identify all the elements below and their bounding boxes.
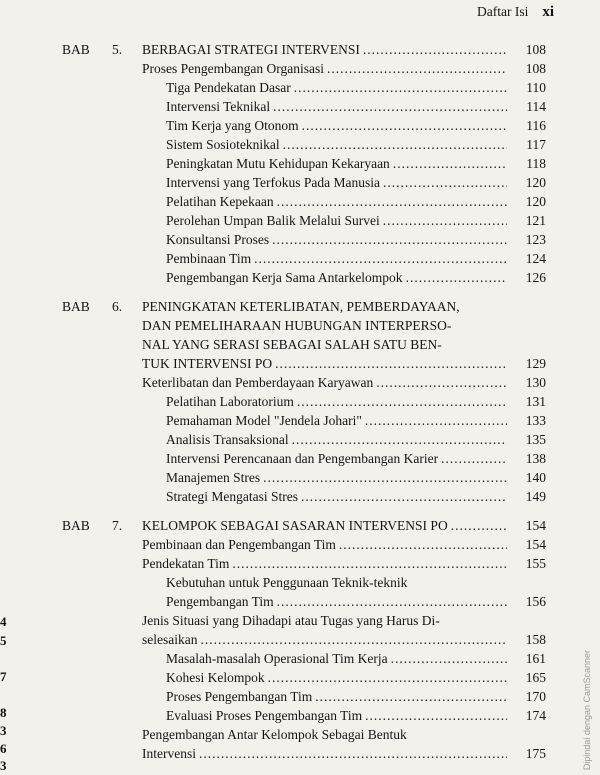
toc-entry: Perolehan Umpan Balik Melalui Survei ..... 121 — [0, 211, 600, 230]
running-title: Daftar Isi — [476, 4, 529, 19]
toc-entry: Pemahaman Model "Jendela Johari" ..... 133 — [0, 411, 600, 430]
toc-entry: Masalah-masalah Operasional Tim Kerja ..... 161 — [0, 649, 600, 668]
chapter-row — [0, 40, 600, 59]
toc-entry: Pelatihan Kepekaan ..... 120 — [0, 192, 600, 211]
toc-entry: Proses Pengembangan Tim ..... 170 — [0, 687, 600, 706]
chapter-title-continuation: TUK INTERVENSI PO ..... 129 — [0, 354, 600, 373]
toc-entry: Pengembangan Antar Kelompok Sebagai Bentuk — [142, 727, 407, 742]
chapter-label: BAB — [62, 518, 90, 533]
toc-entry: Evaluasi Proses Pengembangan Tim ..... 174 — [0, 706, 600, 725]
toc-entry: Jenis Situasi yang Dihadapi atau Tugas yang Harus Di- — [142, 613, 440, 628]
toc-entry: Pembinaan dan Pengembangan Tim ..... 154 — [0, 535, 600, 554]
toc-entry: Konsultansi Proses ..... 123 — [0, 230, 600, 249]
chapter-title-continuation: DAN PEMELIHARAAN HUBUNGAN INTERPERSO- — [142, 318, 452, 333]
chapter-label: BAB — [62, 299, 90, 314]
toc-entry: Pelatihan Laboratorium ..... 131 — [0, 392, 600, 411]
toc-entry: selesaikan ..... 158 — [0, 630, 600, 649]
toc-entry: Strategi Mengatasi Stres ..... 149 — [0, 487, 600, 506]
toc-entry: Intervensi Perencanaan dan Pengembangan Karier ..... 138 — [0, 449, 600, 468]
chapter-title-entry — [142, 516, 510, 535]
chapter-title: BERBAGAI STRATEGI INTERVENSI — [142, 42, 360, 57]
toc-entry: Analisis Transaksional ..... 135 — [0, 430, 600, 449]
toc-entry: Pengembangan Kerja Sama Antarkelompok ..... 126 — [0, 268, 600, 287]
toc-entry: Proses Pengembangan Organisasi ..... 108 — [0, 59, 600, 78]
toc-entry: Kebutuhan untuk Penggunaan Teknik-teknik — [166, 575, 408, 590]
toc-entry: Keterlibatan dan Pemberdayaan Karyawan ..... 130 — [0, 373, 600, 392]
chapter-number: 7. — [112, 518, 123, 533]
toc-entry: Tim Kerja yang Otonom ..... 116 — [0, 116, 600, 135]
page-number: xi — [542, 4, 554, 20]
toc-entry: Pendekatan Tim ..... 155 — [0, 554, 600, 573]
toc-entry: Pembinaan Tim ..... 124 — [0, 249, 600, 268]
chapter-page: 108 — [525, 42, 546, 57]
scanner-watermark: Dipindai dengan CamScanner — [582, 650, 592, 771]
toc-entry: Tiga Pendekatan Dasar ..... 110 — [0, 78, 600, 97]
chapter-title-entry — [142, 40, 510, 59]
chapter-number: 5. — [112, 42, 123, 57]
toc-entry: Pengembangan Tim ..... 156 — [0, 592, 600, 611]
chapter-title-continuation: NAL YANG SERASI SEBAGAI SALAH SATU BEN- — [142, 337, 442, 352]
toc-entry: Sistem Sosioteknikal ..... 117 — [0, 135, 600, 154]
toc-entry: Intervensi ..... 175 — [0, 744, 600, 763]
chapter-row — [0, 297, 600, 316]
toc-entry: Peningkatan Mutu Kehidupan Kekaryaan ..... 118 — [0, 154, 600, 173]
chapter-number: 6. — [112, 299, 123, 314]
toc-entry: Kohesi Kelompok ..... 165 — [0, 668, 600, 687]
toc-entry: Intervensi Teknikal ..... 114 — [0, 97, 600, 116]
chapter-title: PENINGKATAN KETERLIBATAN, PEMBERDAYAAN, — [142, 299, 460, 314]
chapter-label: BAB — [62, 42, 90, 57]
chapter-row — [0, 516, 600, 535]
toc-entry: Intervensi yang Terfokus Pada Manusia ..... 120 — [0, 173, 600, 192]
chapter-title: KELOMPOK SEBAGAI SASARAN INTERVENSI PO — [142, 518, 448, 533]
chapter-page: 129 — [525, 356, 546, 371]
chapter-page: 154 — [525, 518, 546, 533]
toc-entry: Manajemen Stres ..... 140 — [0, 468, 600, 487]
